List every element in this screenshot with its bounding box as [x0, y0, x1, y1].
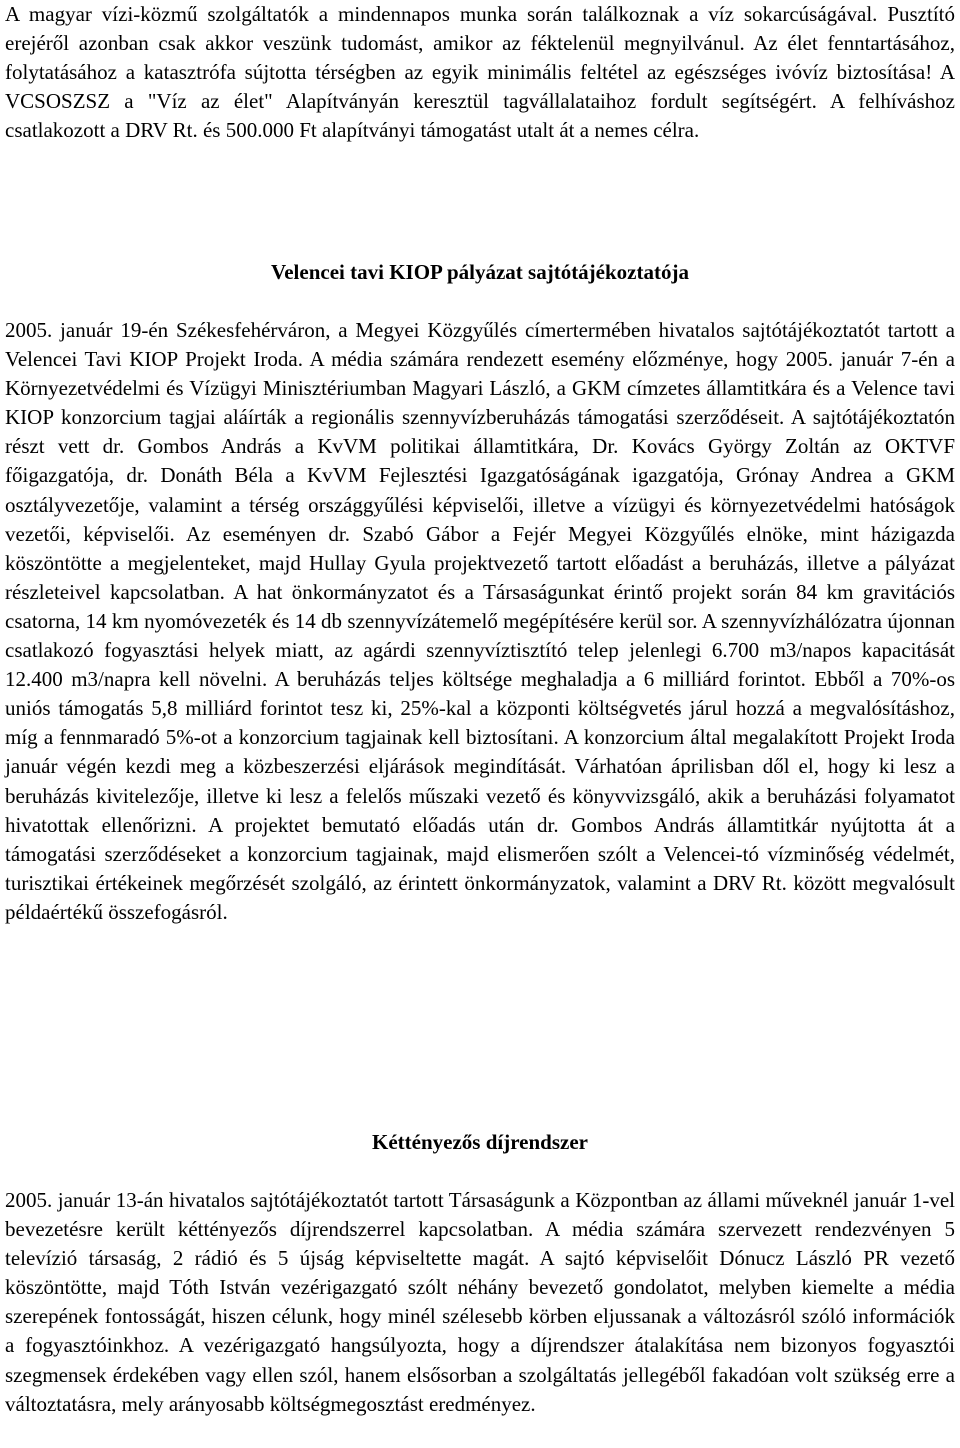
section-heading-two-part-tariff: Kéttényezős díjrendszer: [372, 1130, 588, 1154]
section-body-two-part-tariff: 2005. január 13-án hivatalos sajtótájékoztatót tartott Társaságunk a Központban az állami műveknél január 1-vel bevezetésre került kéttényezős díjrendszerrel kapcsolatban. A média számára szervezett rendezvényen 5 televízió társaság, 2 rádió és 5 újság képviseltette magát. A sajtó képviselőit Dónucz László PR vezető köszöntötte, majd Tóth István vezérigazgató szólt néhány bevezető gondolatot, melyben kiemelte a média szerepének fontosságát, hiszen célunk, hogy minél szélesebb körben eljussanak a változásról szóló információk a fogyasztóinkhoz. A vezérigazgató hangsúlyozta, hogy a díjrendszer átalakítása nem bizonyos fogyasztói szegmensek érdekében vagy ellen szól, hanem elsősorban a szolgáltatás jellegéből fakadóan volt szükség erre a változtatásra, mely arányosabb költségmegosztást eredményez.: [5, 1188, 955, 1416]
section-heading-kiop-press: Velencei tavi KIOP pályázat sajtótájékoztatója: [271, 260, 689, 284]
intro-paragraph: A magyar vízi-közmű szolgáltatók a mindennapos munka során találkoznak a víz sokarcúságával. Pusztító erejéről azonban csak akkor veszünk tudomást, amikor az féktelenül megnyilvánul. Az élet fenntartásához, folytatásához a katasztrófa sújtotta térségben az egyik minimális feltétel az egészséges ivóvíz biztosítása! A VCSOSZSZ a "Víz az élet" Alapítványán keresztül tagvállalataihoz fordult segítségért. A felhíváshoz csatlakozott a DRV Rt. és 500.000 Ft alapítványi támogatást utalt át a nemes célra.: [5, 2, 955, 143]
section-body-kiop-press: 2005. január 19-én Székesfehérváron, a Megyei Közgyűlés címertermében hivatalos sajtótájékoztatót tartott a Velencei Tavi KIOP Projekt Iroda. A média számára rendezett esemény előzménye, hogy 2005. január 7-én a Környezetvédelmi és Vízügyi Minisztériumban Magyari László, a GKM címzetes államtitkára és a Velence tavi KIOP konzorcium tagjai aláírták a regionális szennyvízberuházás támogatási szerződéseit. A sajtótájékoztatón részt vett dr. Gombos András a KvVM politikai államtitkára, Dr. Kovács György Zoltán az OKTVF főigazgatója, dr. Donáth Béla a KvVM Fejlesztési Igazgatóságának igazgatója, Grónay Andrea a GKM osztályvezetője, valamint a térség országgyűlési képviselői, illetve a vízügyi és környezetvédelmi hatóságok vezetői, képviselői. Az eseményen dr. Szabó Gábor a Fejér Megyei Közgyűlés elnöke, mint házigazda köszöntötte a megjelenteket, majd Hullay Gyula projektvezető tartott előadást a beruházás, illetve a pályázat részleteivel kapcsolatban. A hat önkormányzatot és a Társaságunkat érintő projekt során 84 km gravitációs csatorna, 14 km nyomóvezeték és 14 db szennyvízátemelő megépítésére kerül sor. A szennyvízhálózatra újonnan csatlakozó fogyasztási helyek miatt, az agárdi szennyvíztisztító telep jelenlegi 6.700 m3/napos kapacitását 12.400 m3/napra kell növelni. A beruházás teljes költsége meghaladja a 6 milliárd forintot. Ebből a 70%-os uniós támogatás 5,8 milliárd forintot tesz ki, 25%-kal a központi költségvetés járul hozzá a megvalósításhoz, míg a fennmaradó 5%-ot a konzorcium tagjainak kell biztosítani. A konzorcium által megalakított Projekt Iroda január végén kezdi meg a közbeszerzési eljárások megindítását. Várhatóan áprilisban dől el, hogy ki lesz a beruházás kivitelezője, illetve ki lesz a felelős műszaki vezető és könyvvizsgáló, akik a beruházási folyamatot hivatottak ellenőrizni. A projektet bemutató előadás után dr. Gombos András államtitkár nyújtotta át a támogatási szerződéseket a konzorcium tagjainak, majd elismerően szólt a Velencei-tó vízminőség védelmét, turisztikai értékeinek megőrzését szolgáló, az érintett önkormányzatok, valamint a DRV Rt. között megvalósult példaértékű összefogásról.: [5, 318, 955, 924]
